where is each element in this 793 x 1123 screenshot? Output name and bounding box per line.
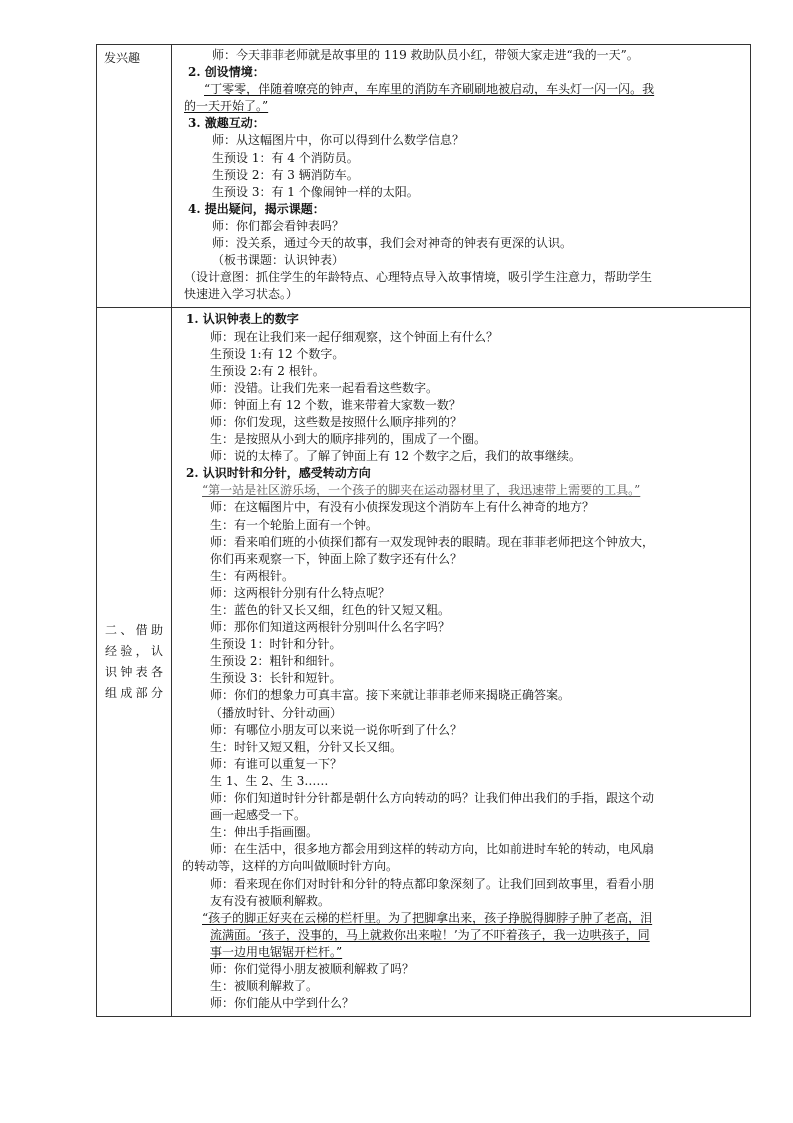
row-content-cell	[172, 45, 751, 308]
text-line: 师：你们都会看钟表吗？	[212, 218, 345, 233]
section-heading: 2. 创设情境：	[188, 65, 265, 80]
text-line: 师：你们知道时针分针都是朝什么方向转动的吗？让我们伸出我们的手指，跟这个动	[210, 791, 655, 806]
text-line: 师：看来咱们班的小侦探们都有一双发现钟表的眼睛。现在菲菲老师把这个钟放大，	[210, 534, 655, 549]
section-heading: 3. 激趣互动：	[188, 116, 265, 131]
text-line: 生：有一个轮胎上面有一个钟。	[210, 517, 379, 532]
text-line: 事一边用电锯锯开栏杆。”	[210, 944, 343, 959]
text-line: 生预设 2：粗针和细针。	[210, 654, 342, 669]
text-line: 生：被顺利解救了。	[210, 979, 319, 994]
text-line: 师：你们发现，这些数是按照什么顺序排列的？	[210, 414, 463, 429]
text-line: 画一起感受一下。	[210, 808, 307, 823]
lesson-plan-table	[96, 44, 751, 1017]
table-row	[97, 45, 751, 308]
text-line: 你们再来观察一下，钟面上除了数字还有什么？	[210, 551, 463, 566]
text-line: 生预设 1：时针和分针。	[210, 637, 342, 652]
text-line: （板书课题：认识钟表）	[212, 253, 345, 268]
text-line: 生：有两根针。	[210, 568, 295, 583]
row-content	[172, 308, 750, 1016]
table-row	[97, 308, 751, 1017]
text-line: 生预设 3：长针和短针。	[210, 671, 342, 686]
text-line: 生预设 1:有 12 个数字。	[210, 346, 345, 361]
text-line: 师：没错。让我们先来一起看看这些数字。	[210, 380, 439, 395]
text-line: 生：伸出手指画圈。	[210, 825, 319, 840]
text-line: 师：这两根针分别有什么特点呢？	[210, 585, 391, 600]
text-line: 生预设 2：有 3 辆消防车。	[212, 167, 359, 182]
text-line: 师：看来现在你们对时针和分针的特点都印象深刻了。让我们回到故事里，看看小朋	[210, 876, 655, 891]
text-line: 生：蓝色的针又长又细，红色的针又短又粗。	[210, 603, 451, 617]
text-line: 师：那你们知道这两根针分别叫什么名字吗？	[210, 620, 451, 635]
row-label: 发兴趣	[104, 51, 141, 65]
text-line: 师：在生活中，很多地方都会用到这样的转动方向，比如前进时车轮的转动，电风扇	[210, 842, 655, 857]
text-line: 生预设 1：有 4 个消防员。	[212, 150, 359, 165]
text-line: “丁零零，伴随着嘹亮的钟声，车库里的消防车齐刷刷地被启动，车头灯一闪一闪。我	[204, 82, 655, 97]
text-line: 师：钟面上有 12 个数，谁来带着大家数一数？	[210, 397, 461, 412]
text-line: 师：有谁可以重复一下？	[210, 756, 343, 771]
text-line: 师：你们觉得小朋友被顺利解救了吗？	[210, 961, 415, 976]
text-line: “第一站是社区游乐场，一个孩子的脚夹在运动器材里了，我迅速带上需要的工具。”	[202, 483, 641, 498]
section-heading: 2. 认识时针和分针，感受转动方向	[186, 466, 371, 481]
text-line: 师：说的太棒了。了解了钟面上有 12 个数字之后，我们的故事继续。	[210, 449, 581, 464]
text-line: （播放时针、分针动画）	[210, 705, 343, 720]
text-line: 生：是按照从小到大的顺序排列的，围成了一个圈。	[210, 432, 487, 447]
text-line: 的一天开始了。”	[184, 99, 269, 114]
text-line: 师：在这幅图片中，有没有小侦探发现这个消防车上有什么神奇的地方？	[210, 500, 595, 515]
text-line: 友有没有被顺利解救。	[210, 893, 331, 908]
text-line: 师：你们的想象力可真丰富。接下来就让菲菲老师来揭晓正确答案。	[210, 688, 571, 703]
text-line: 生 1、生 2、生 3……	[210, 773, 329, 788]
text-line: “孩子的脚正好夹在云梯的栏杆里。为了把脚拿出来，孩子挣脱得脚脖子肿了老高，泪	[202, 910, 653, 925]
text-line: 生预设 3：有 1 个像闹钟一样的太阳。	[212, 184, 419, 199]
row-content	[172, 45, 750, 307]
text-line: 师：今天菲菲老师就是故事里的 119 救助队员小红，带领大家走进“我的一天”。	[212, 48, 639, 62]
text-line: 师：你们能从中学到什么？	[210, 996, 355, 1011]
row-label-cell	[97, 308, 172, 1017]
text-line: （设计意图：抓住学生的年龄特点、心理特点导入故事情境，吸引学生注意力，帮助学生	[184, 270, 653, 285]
text-line: 师：现在让我们来一起仔细观察，这个钟面上有什么？	[210, 329, 499, 344]
text-line: 快速进入学习状态。）	[184, 287, 299, 302]
row-content-cell	[172, 308, 751, 1017]
section-heading: 1. 认识钟表上的数字	[186, 312, 299, 327]
text-line: 的转动等，这样的方向叫做顺时针方向。	[182, 859, 399, 874]
text-line: 生：时针又短又粗，分针又长又细。	[210, 739, 403, 754]
row-label-cell	[97, 45, 172, 308]
text-line: 流满面。‘孩子，没事的，马上就救你出来啦！’为了不吓着孩子，我一边哄孩子，同	[210, 927, 650, 942]
text-line: 师：从这幅图片中，你可以得到什么数学信息？	[212, 133, 465, 148]
text-line: 师：没关系，通过今天的故事，我们会对神奇的钟表有更深的认识。	[212, 236, 573, 251]
text-line: 师：有哪位小朋友可以来说一说你听到了什么？	[210, 722, 463, 737]
row-label: 二、借助经验，认识钟表各组成部分	[105, 623, 163, 701]
text-line: 生预设 2:有 2 根针。	[210, 363, 325, 378]
section-heading: 4. 提出疑问，揭示课题：	[188, 201, 325, 216]
